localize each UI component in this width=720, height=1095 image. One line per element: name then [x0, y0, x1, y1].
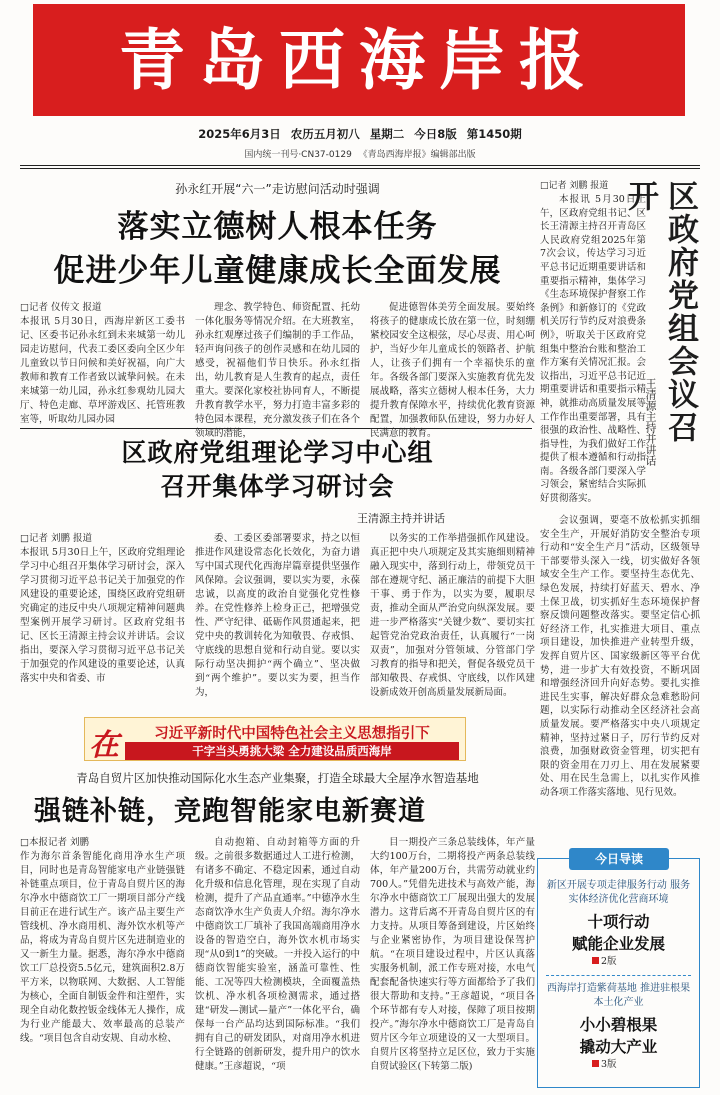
section-divider — [20, 428, 532, 429]
guide-box — [537, 858, 700, 1088]
guide-divider — [546, 975, 691, 976]
masthead-title: 青岛西海岸报 — [119, 21, 599, 99]
sidebar-story — [540, 180, 700, 838]
study-body — [20, 532, 535, 698]
publisher: 《青岛西海岸报》编辑部出版 — [358, 150, 476, 160]
lead-headline-line2: 促进少年儿童健康成长全面发展 — [53, 253, 502, 289]
guide-item-1-title-line1[interactable]: 十项行动 — [587, 913, 650, 931]
guide-item-2-title-line1[interactable]: 小小碧根果 — [579, 1016, 658, 1034]
masthead — [33, 4, 685, 116]
industry-column-1 — [20, 836, 185, 1091]
banner-main-text: 习近平新时代中国特色社会主义思想指引下 — [154, 726, 430, 742]
sidebar-byline: □记者 刘鹏 报道 — [540, 181, 609, 191]
issue-date: 2025年6月3日 — [198, 127, 281, 141]
industry-column-2: 自动抱箱、自动封箱等方面的升级。之前很多数据通过人工进行检测，有诸多不确定、不稳定因素，通过自动化升级和信息化管理，现在实现了自动检测，提升了产品直通率。”中德净水生态商饮净水生产负责人介绍。海尔净水中德商饮工厂填补了我国高端商用净水设备的智造空白，海外饮水机市场实现“从0到1”的突破。一并投入运行的中德商饮智能实验室，涵盖可靠性、性能、工况等四大检测模块，全面覆盖热饮机、净水机各项检测需求，通过搭建“研发—测试—量产”一体化平台，确保每一台产品均达到国际标准。“我们拥有自己的研发团队，对商用净水机进行全链路的创新研发，提升用户的饮水健康。”王彦超说，“项 — [195, 837, 360, 1072]
lead-headline-line1: 落实立德树人根本任务 — [117, 209, 438, 245]
lead-body — [20, 301, 535, 439]
header-rule-secondary — [20, 168, 700, 169]
industry-byline: □本报记者 刘鹏 — [20, 837, 89, 848]
study-column-1 — [20, 532, 185, 688]
study-column-3: 以务实的工作举措强抓作风建设。真正把中央八项规定及其实施细则精神融入现实中，落到行动上，带领党员干部在遵规守纪、涵正廉洁的前提下大胆干事、勇于作为，以实为要，履职尽责，推动全面从严治党向纵深发展。要进一步严格落实“关键少数”、要切实扛起管党治党政治责任，认真履行“一岗双责”，加强对分管领域、分管部门学习教育的指导和把关，督促各级党员干部知敬畏、存戒惧、守底线，以作风建设新成效开创高质量发展新局面。 — [370, 533, 535, 698]
sidebar-subline: 王清源主持并讲话 — [644, 378, 657, 466]
guide-item-1-page[interactable] — [538, 955, 699, 969]
guide-item-2-page[interactable] — [538, 1058, 699, 1072]
lunar-date: 农历五月初八 — [290, 127, 360, 141]
industry-kicker: 青岛自贸片区加快推动国际化水生态产业集聚，打造全球最大全屋净水智造基地 — [76, 771, 479, 785]
study-subline: 王清源主持并讲话 — [357, 512, 445, 525]
publication-info — [0, 147, 720, 160]
banner-emblem-icon: 在 — [89, 728, 119, 763]
guide-item-1-title-line2[interactable]: 赋能企业发展 — [571, 935, 665, 953]
banner-sub-text: 干字当头勇挑大梁 全力建设品质西海岸 — [125, 742, 459, 760]
lead-column-2: 理念、教学特色、师资配置、托幼一体化服务等情况介绍。在大班教室，孙永红观摩过孩子们编制的手工作品，轻声询问孩子的创作灵感和在幼儿园的感受，祝福他们节日快乐。孙永红指出，幼儿教育是人生教育的起点，责任重大。要深化家校社协同育人，不断提升教育教学水平，努力打造丰富多彩的特色园本课程，充分激发孩子们在各个领域的潜能， — [195, 302, 360, 439]
lead-column-1 — [20, 301, 185, 424]
guide-item-2-summary: 西海岸打造紫荷基地 推进驻根果本土化产业 — [546, 983, 691, 1008]
industry-story — [20, 770, 535, 1091]
lead-story — [20, 180, 535, 439]
guide-heading: 今日导读 — [569, 848, 669, 870]
sidebar-text-top: 本报讯 5月30日上午，区政府党组书记、区长王清源主持召开青岛区人民政府党组2025年第7次会议，传达学习习近平总书记近期重要讲话和重要指示精神，集体学习《生态环境保护督察工作条例》和新修订的《党政机关厉行节约反对浪费条例》，听取关于区政府党组集中整治台账和整治工作方案有关情况汇报。会议指出，习近平总书记近期重要讲话和重要指示精神，就推动高质量发展等工作作出重要部署，具有很强的政治性、战略性、指导性，为我们做好工作提供了根本遵循和行动指南。各级各部门要深入学习领会，紧密结合实际抓好贯彻落实。 — [540, 194, 646, 505]
sidebar-text-bottom: 会议强调，要毫不放松抓实抓细安全生产，开展好消防安全整治专项行动和“安全生产月”活动，区级领导干部要带头深入一线，切实做好各领域安全生产工作。要坚持生态优先、绿色发展，持续打好蓝天、碧水、净土保卫战，切实抓好生态环境保护督察反馈问题整改落实。要坚定信心抓好经济工作，扎实推进大项目、重点项目建设，加快推进产业转型升级，发挥自贸片区、国家级新区等平台优势，进一步扩大有效投资，不断巩固和增强经济回升向好态势。要扎实推进民生实事，解决好群众急难愁盼问题，以实际行动推动全区经济社会高质量发展。要严格落实中央八项规定精神，坚持过紧日子，厉行节约反对浪费，加强财政资金管理，切实把有限的资金用在刀刃上、用在发展紧要处、用在民生急需上，以扎实作风推动各项工作落实落地、见行见效。 — [540, 515, 700, 798]
lead-byline: □记者 仪传文 报道 — [20, 302, 102, 313]
dateline — [0, 126, 720, 142]
study-headline-line1: 区政府党组理论学习中心组 — [121, 438, 434, 467]
guide-item-2-title-line2[interactable]: 撬动大产业 — [579, 1038, 658, 1056]
issue-number: 第1450期 — [466, 127, 522, 141]
sidebar-headline: 区政府党组会议召开 — [622, 180, 698, 444]
page-marker-icon — [592, 957, 599, 964]
page-count: 今日8版 — [414, 127, 457, 141]
study-byline: □记者 刘鹏 报道 — [20, 533, 93, 544]
todays-guide — [537, 848, 700, 1088]
publication-code: 国内统一刊号·CN37-0129 — [244, 150, 352, 160]
industry-headline: 强链补链，竞跑智能家电新赛道 — [34, 796, 426, 827]
study-session-story — [20, 436, 535, 698]
weekday: 星期二 — [369, 127, 405, 141]
guide-item-1-page-label: 2版 — [601, 956, 617, 967]
header-rule — [20, 165, 700, 166]
industry-column-1-text: 作为海尔首条智能化商用净水生产项目，同时也是青岛智能家电产业链强链补链重点项目，位于青岛自贸片区的海尔净水中德商饮工厂一期项目部分产线目前正在进行试生产。该产品主要生产管线机、净水商用机、海外饮水机等产品，将成为青岛自贸片区先进制造业的又一新生力量。据悉，海尔净水中德商饮工厂总投资5.5亿元，建筑面积2.8万平方米，以物联网、大数据、人工智能为核心，全面自制钣金件和注塑件，实现全自动化数控钣金线体无人操作，成为行业产能最大、效率最高的总装产线。“项目包含自动安规、自动水检、 — [20, 851, 185, 1044]
study-headline-line2: 召开集体学习研讨会 — [160, 472, 395, 501]
guide-item-1-summary: 新区开展专项走律服务行动 服务实体经济优化营商环境 — [546, 880, 691, 905]
lead-column-1-text: 本报讯 5月30日，西海岸新区工委书记、区委书记孙永红到未来城第一幼儿园走访慰问，代表工委区委向全区少年儿童致以节日问候和美好祝福，向广大教师和教育工作者致以诚挚问候。在未来城第一幼儿园，孙永红参观幼儿园大厅、特色走廊、草坪游戏区、托管班教室等，听取幼儿园办园 — [20, 316, 185, 425]
industry-column-3: 目一期投产三条总装线体，年产量大约100万台，二期将投产两条总装线体，年产量200万台，共需劳动就业约700人。”凭借先进技术与高效产能，海尔净水中德商饮工厂展现出强大的发展潜力。这背后离不开青岛自贸片区的有力支持。从项目筹备到建设，片区始终与企业紧密协作，为项目建设保驾护航。“在项目建设过程中，片区认真落实服务机制，派工作专班对接，水电气配套配备快速实行等方面都给予了我们很大帮助和支持。”王彦超说，“项目各个环节都有专人对接，保障了项目按期投产。”海尔净水中德商饮工厂是青岛自贸片区今年立项建设的又一大型项目。自贸片区将坚持立足区位，致力于实施自贸试验区(下转第二版) — [370, 837, 535, 1072]
lead-column-3: 促进德智体美劳全面发展。要始终将孩子的健康成长放在第一位，时刻绷紧校园安全这根弦，尽心尽责、用心呵护，当好少年儿童成长的领路者、护航人，让孩子们拥有一个幸福快乐的童年。各级各部门要深入实施教育优先发展战略，落实立德树人根本任务，大力提升教育保障水平，持续优化教育资源配置，加强教师队伍建设，努力办好人民满意的教育。 — [370, 302, 535, 439]
guide-item-2-page-label: 3版 — [601, 1059, 617, 1070]
study-column-1-text: 本报讯 5月30日上午，区政府党组理论学习中心组召开集体学习研讨会，深入学习贯彻习近平总书记关于加强党的作风建设的重要论述，围绕区政府党组研究确定的违反中央八项规定精神问题典型案例开展学习研讨。区政府党组书记、区长王清源主持会议并讲话。会议指出，要深入学习贯彻习近平总书记关于加强党的作风建设的重要论述，认真落实中央和省委、市 — [20, 547, 185, 684]
study-column-2: 委、工委区委部署要求，持之以恒推进作风建设常态化长效化，为奋力谱写中国式现代化西海岸篇章提供坚强作风保障。会议强调，要以实为要，永葆忠诚，以高度的政治自觉强化党性修养。在党性修养上检身正己，把增强党性、严守纪律、砥砺作风贯通起来，把党中央的教训转化为知敬畏、存戒惧、守底线的思想自觉和行动自觉。要以实际行动坚决拥护“两个确立”、坚决做到“两个维护”。要以实为要，担当作为， — [195, 533, 360, 698]
sidebar-top — [540, 180, 700, 510]
sidebar-top-column — [540, 180, 646, 510]
industry-body — [20, 836, 535, 1091]
theme-banner — [84, 717, 466, 761]
page-marker-icon — [592, 1060, 599, 1067]
lead-kicker: 孙永红开展“六一”走访慰问活动时强调 — [175, 182, 380, 196]
